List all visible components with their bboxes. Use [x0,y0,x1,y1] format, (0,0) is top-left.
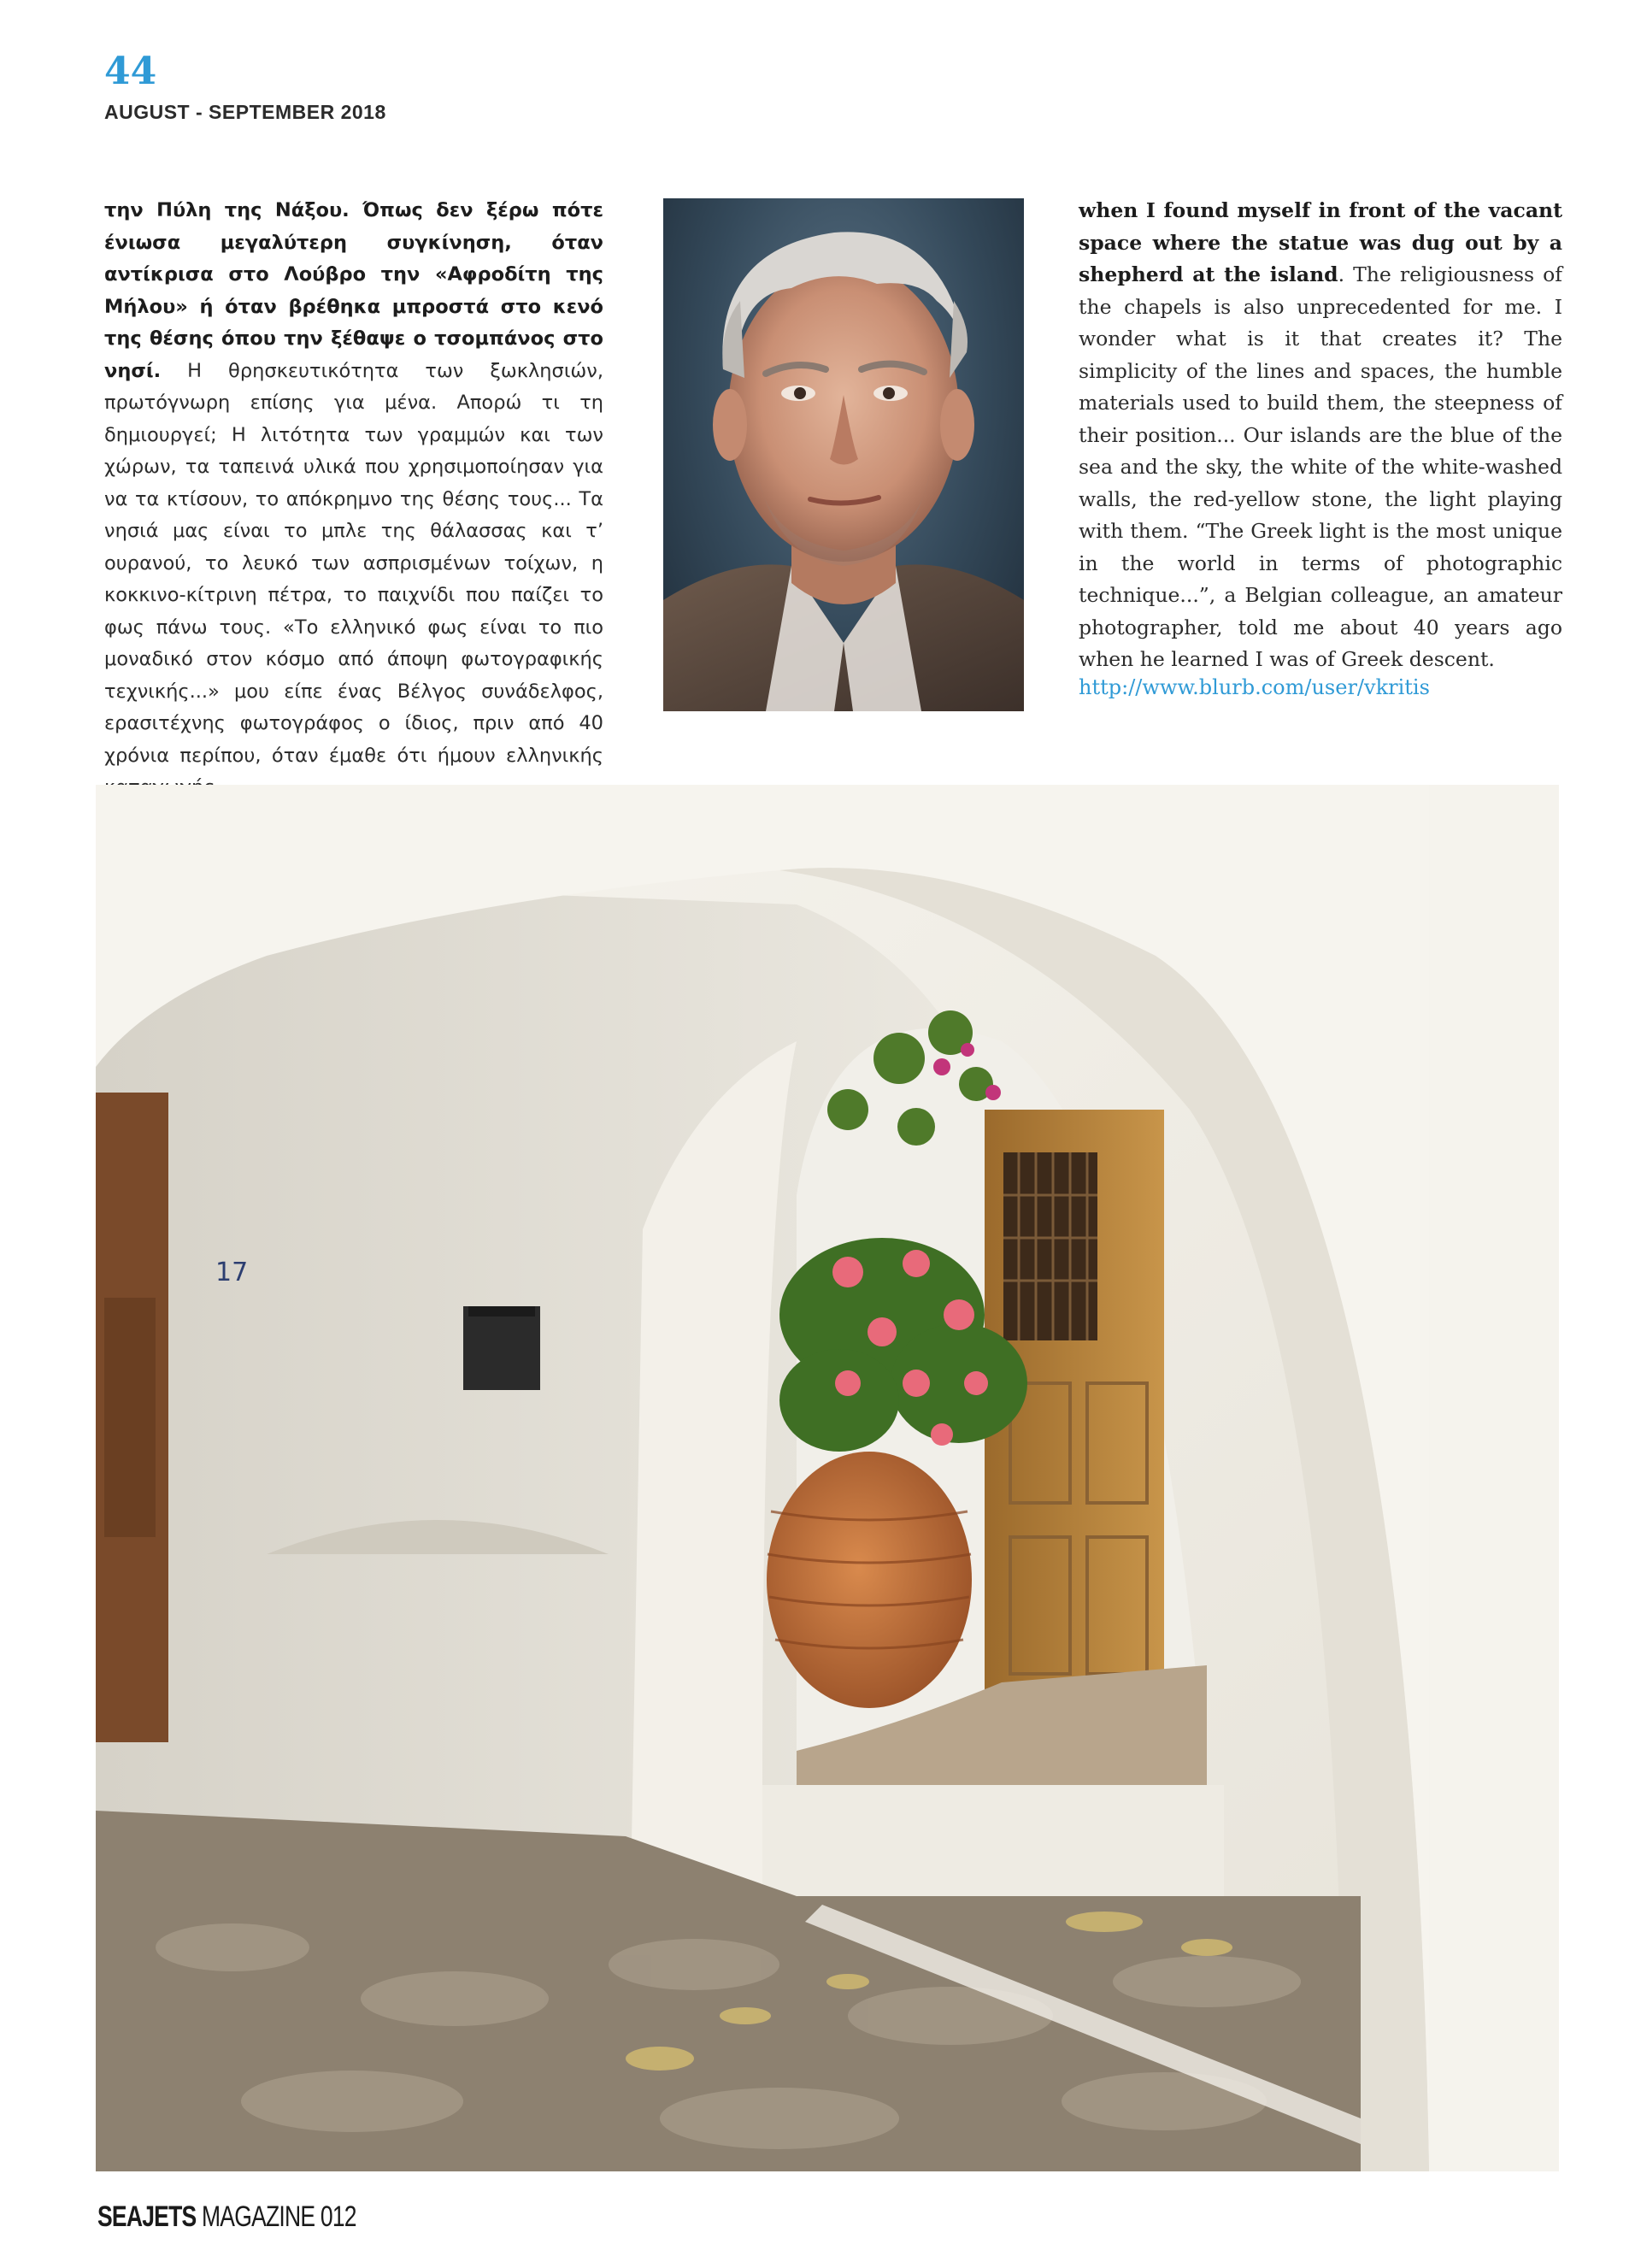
article-column-english [1079,195,1562,676]
issue-number: 012 [320,2200,356,2233]
english-body-text: . The religiousness of the chapels is also unprecedented for me. I wonder what is it that creates it? The simplicity of the lines and spaces, the humble materials used to build them, the steepness of their position... Our islands are the blue of the sea and the sky, the white of the white-washed walls, the red-yellow stone, the light playing with them. “The Greek light is the most unique in the world in terms of photographic technique...”, a Belgian colleague, an amateur photographer, told me about 40 years ago when he learned I was of Greek descent. [1079,262,1562,671]
arch-photograph [96,785,1559,2171]
greek-lead-text: την Πύλη της Νάξου. Όπως δεν ξέρω πότε ένιωσα μεγαλύτερη συγκίνηση, όταν αντίκρισα στο Λούβρο την «Αφροδίτη της Μήλου» ή όταν βρέθηκα μπροστά στο κενό της θέσης όπου την ξέθαψε ο τσομπάνος στο νησί. [104,199,603,382]
magazine-logo [97,2202,356,2231]
english-lead-text: when I found myself in front of the vacant space where the statue was dug out by a shepherd at the island [1079,198,1562,286]
issue-date: AUGUST - SEPTEMBER 2018 [104,101,386,123]
author-portrait [663,198,1024,711]
blurb-link[interactable]: http://www.blurb.com/user/vkritis [1079,675,1430,699]
article-column-greek [104,195,603,804]
page-number: 44 [104,50,157,93]
house-number: 17 [215,1258,249,1287]
magazine-word: MAGAZINE [201,2200,315,2233]
greek-body-text: Η θρησκευτικότητα των ξωκλησιών, πρωτόγνωρη επίσης για μένα. Απορώ τι τη δημιουργεί; Η λιτότητα των γραμμών και των χώρων, τα ταπεινά υλικά που χρησιμοποίησαν για να τα κτίσουν, το απόκρημνο της θέσης τους... Τα νησιά μας είναι το μπλε της θάλασσας και τ’ ουρανού, το λευκό των ασπρισμένων τοίχων, η κοκκινο-κίτρινη πέτρα, το παιχνίδι που παίζει το φως πάνω τους. «Το ελληνικό φως είναι το πιο μοναδικό στον κόσμο από άποψη φωτογραφικής τεχνικής...» μου είπε ένας Βέλγος συνάδελφος, ερασιτέχνης φωτογράφος ο ίδιος, πριν από 40 χρόνια περίπου, όταν έμαθε ότι ήμουν ελληνικής [104,359,603,767]
brand-name: SEAJETS [97,2200,197,2233]
